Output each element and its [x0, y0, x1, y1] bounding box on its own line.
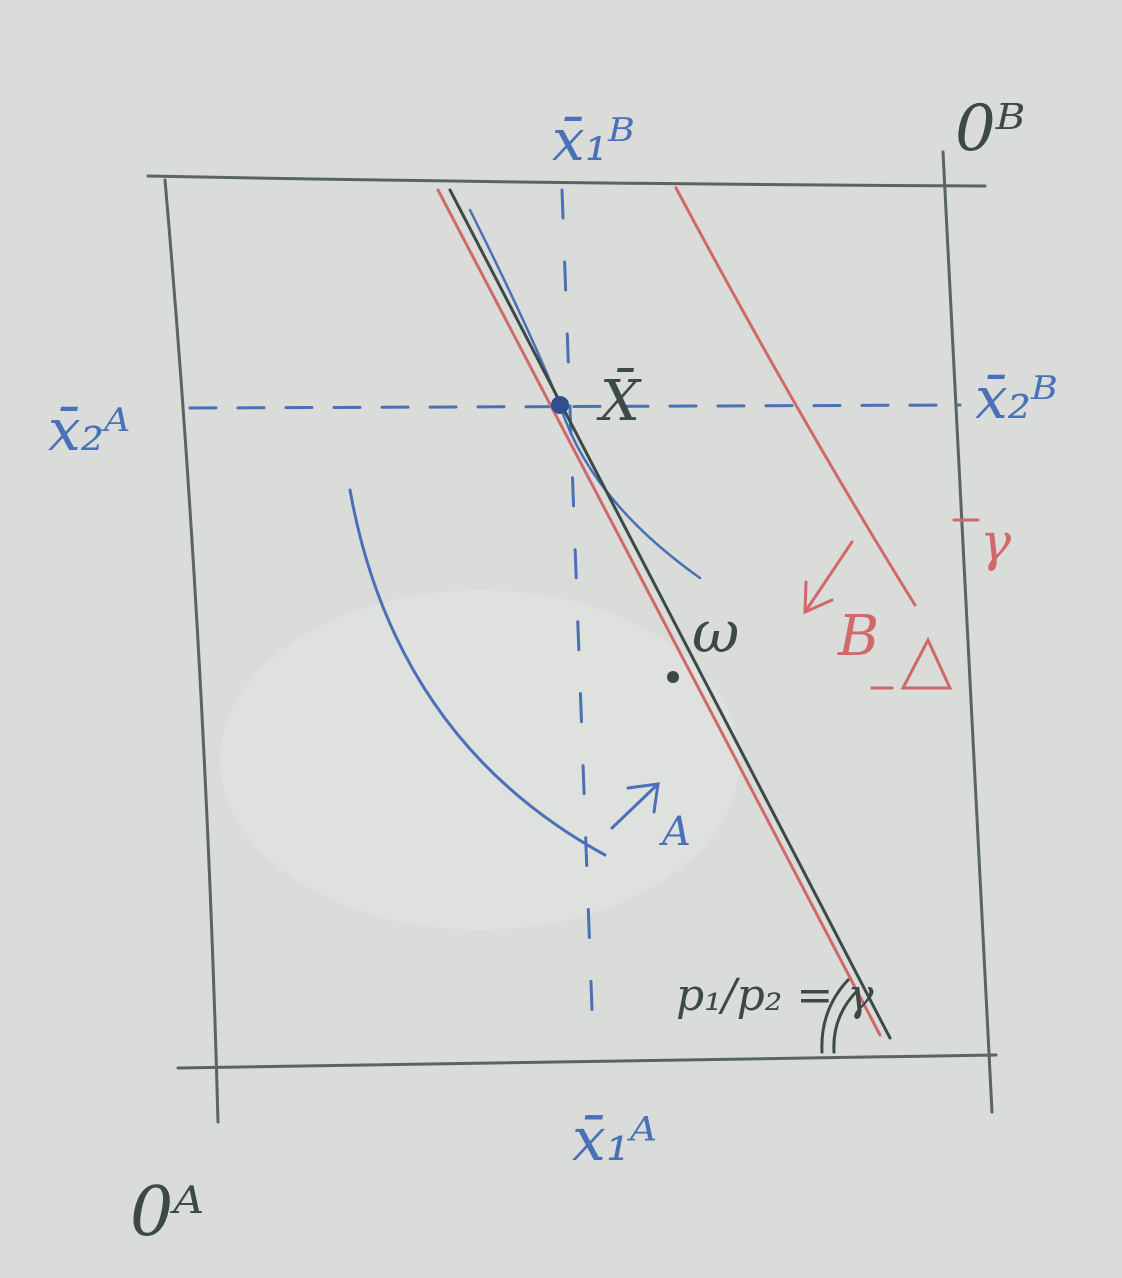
x2-bar-a-label: x̄₂ᴬ [48, 396, 131, 464]
x1-bar-a-label: x̄₁ᴬ [572, 1105, 658, 1175]
endowment-point [551, 396, 569, 414]
endowment-point-label: X̄ [600, 369, 640, 434]
gamma-label: γ [980, 513, 1012, 573]
point-w-marker [667, 671, 679, 683]
x2-bar-b-label: x̄₂ᴮ [975, 364, 1058, 432]
origin-a-label: 0ᴬ [130, 1173, 205, 1252]
price-ratio-label: p₁/p₂ = γ [676, 970, 874, 1021]
indifference-a-label: A [662, 809, 691, 855]
origin-b-label: 0ᴮ [955, 92, 1026, 166]
indifference-b-label: B [838, 604, 880, 669]
point-w-label: ω [692, 598, 740, 666]
x1-bar-b-label: x̄₁ᴮ [552, 106, 635, 174]
